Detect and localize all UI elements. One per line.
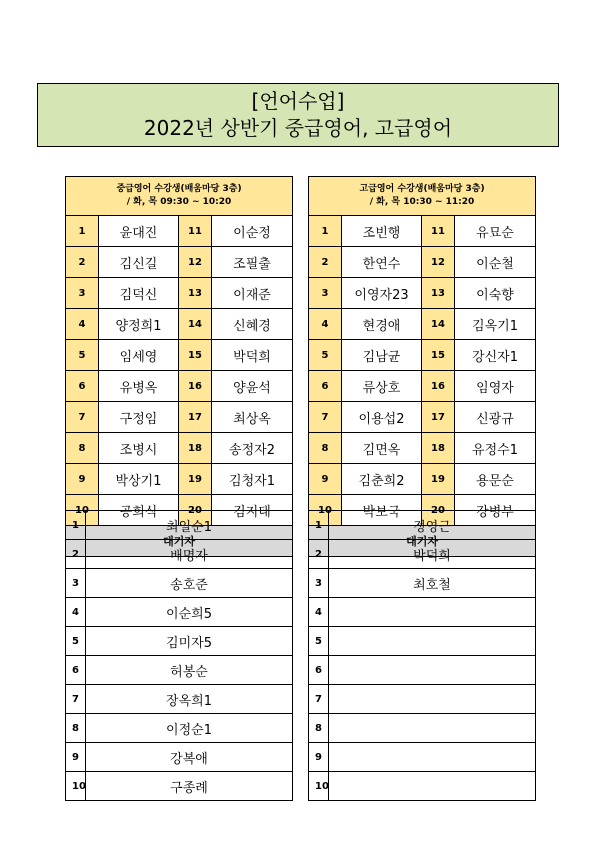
student-name: 조병시: [99, 433, 179, 464]
student-row: [66, 433, 293, 464]
waitlist-name: [329, 685, 536, 714]
student-row: [309, 309, 536, 340]
intermediate-waitlist-table: [65, 510, 293, 801]
class-header-cell: [309, 177, 536, 216]
waitlist-name: 이정순1: [86, 714, 293, 743]
waitlist-number: 2: [66, 540, 86, 569]
waitlist-row: [66, 511, 293, 540]
student-number: 4: [309, 309, 342, 340]
student-name: 윤대진: [99, 216, 179, 247]
waitlist-row: [309, 743, 536, 772]
student-name: 용문순: [455, 464, 536, 495]
student-name: 현경애: [342, 309, 422, 340]
student-row: [309, 247, 536, 278]
student-name: 김면옥: [342, 433, 422, 464]
student-number: 11: [179, 216, 212, 247]
waitlist-number: 2: [309, 540, 329, 569]
intermediate-english-table: [65, 176, 293, 557]
waitlist-row: [309, 627, 536, 656]
student-name: 유묘순: [455, 216, 536, 247]
student-name: 이용섭2: [342, 402, 422, 433]
student-number: 8: [309, 433, 342, 464]
student-number: 13: [179, 278, 212, 309]
student-number: 4: [66, 309, 99, 340]
waitlist-row: [309, 540, 536, 569]
waitlist-number: 7: [309, 685, 329, 714]
student-name: 류상호: [342, 371, 422, 402]
waitlist-name: [329, 656, 536, 685]
student-name: 공희식: [99, 495, 179, 526]
waitlist-row: [66, 714, 293, 743]
student-name: 송정자2: [212, 433, 293, 464]
waitlist-number: 10: [309, 772, 329, 801]
waitlist-name: 이순희5: [86, 598, 293, 627]
student-name: 강신자1: [455, 340, 536, 371]
class-header-title: 중급영어 수강생(배움마당 3층): [116, 184, 242, 194]
student-row: [66, 402, 293, 433]
student-number: 10: [309, 495, 342, 526]
waitlist-name: 허봉순: [86, 656, 293, 685]
class-header-schedule: / 화, 목 09:30 ~ 10:20: [126, 197, 232, 207]
student-name: 박상기1: [99, 464, 179, 495]
student-name: 조빈행: [342, 216, 422, 247]
waitlist-row: [66, 772, 293, 801]
student-name: 박보국: [342, 495, 422, 526]
student-name: 김청자1: [212, 464, 293, 495]
waitlist-name: 박덕희: [329, 540, 536, 569]
waitlist-row: [66, 540, 293, 569]
waitlist-number: 9: [309, 743, 329, 772]
student-name: 조필출: [212, 247, 293, 278]
waitlist-row: [66, 598, 293, 627]
student-number: 1: [66, 216, 99, 247]
waitlist-name: [329, 598, 536, 627]
student-name: 유정수1: [455, 433, 536, 464]
waitlist-name: [329, 743, 536, 772]
waitlist-row: [66, 656, 293, 685]
student-number: 3: [66, 278, 99, 309]
student-number: 15: [179, 340, 212, 371]
student-row: [66, 340, 293, 371]
student-number: 12: [422, 247, 455, 278]
waitlist-number: 3: [309, 569, 329, 598]
student-number: 20: [422, 495, 455, 526]
waitlist-number: 10: [66, 772, 86, 801]
student-number: 6: [309, 371, 342, 402]
student-number: 17: [179, 402, 212, 433]
student-row: [309, 371, 536, 402]
waitlist-row: [66, 627, 293, 656]
student-row: [309, 216, 536, 247]
waitlist-number: 6: [66, 656, 86, 685]
student-name: 강병부: [455, 495, 536, 526]
waitlist-name: 김미자5: [86, 627, 293, 656]
waitlist-row: [309, 598, 536, 627]
student-number: 9: [66, 464, 99, 495]
advanced-english-table: [308, 176, 536, 557]
student-name: 이순철: [455, 247, 536, 278]
waitlist-number: 5: [66, 627, 86, 656]
waitlist-number: 4: [309, 598, 329, 627]
student-row: [66, 464, 293, 495]
waitlist-number: 7: [66, 685, 86, 714]
student-name: 임세영: [99, 340, 179, 371]
student-number: 8: [66, 433, 99, 464]
waitlist-name: [329, 714, 536, 743]
student-number: 16: [179, 371, 212, 402]
waitlist-row: [309, 569, 536, 598]
page-title-box: [37, 83, 559, 147]
waitlist-name: 최호철: [329, 569, 536, 598]
waitlist-name: 정영근: [329, 511, 536, 540]
student-name: 신광규: [455, 402, 536, 433]
student-number: 6: [66, 371, 99, 402]
student-number: 5: [66, 340, 99, 371]
waitlist-name: 최일순1: [86, 511, 293, 540]
student-name: 김춘희2: [342, 464, 422, 495]
student-number: 2: [309, 247, 342, 278]
waitlist-number: 8: [66, 714, 86, 743]
student-number: 19: [179, 464, 212, 495]
student-number: 2: [66, 247, 99, 278]
student-name: 임영자: [455, 371, 536, 402]
student-row: [66, 309, 293, 340]
student-row: [66, 247, 293, 278]
page-title-line2: 2022년 상반기 중급영어, 고급영어: [143, 116, 453, 140]
waitlist-name: 배명자: [86, 540, 293, 569]
student-number: 7: [66, 402, 99, 433]
waitlist-header: 대기자: [309, 526, 536, 557]
waitlist-number: 3: [66, 569, 86, 598]
class-header-title: 고급영어 수강생(배움마당 3층): [359, 184, 485, 194]
waitlist-row: [66, 685, 293, 714]
student-row: [66, 371, 293, 402]
student-name: 유병옥: [99, 371, 179, 402]
student-row: [309, 278, 536, 309]
student-name: 이재준: [212, 278, 293, 309]
student-number: 17: [422, 402, 455, 433]
student-row: [309, 464, 536, 495]
student-number: 19: [422, 464, 455, 495]
student-number: 7: [309, 402, 342, 433]
waitlist-name: 구종례: [86, 772, 293, 801]
waitlist-row: [309, 511, 536, 540]
student-row: [309, 340, 536, 371]
waitlist-number: 1: [66, 511, 86, 540]
student-number: 11: [422, 216, 455, 247]
student-name: 한연수: [342, 247, 422, 278]
student-name: 김남균: [342, 340, 422, 371]
class-header-schedule: / 화, 목 10:30 ~ 11:20: [369, 197, 475, 207]
student-number: 18: [422, 433, 455, 464]
waitlist-number: 8: [309, 714, 329, 743]
student-row: [66, 216, 293, 247]
student-number: 5: [309, 340, 342, 371]
student-number: 10: [66, 495, 99, 526]
student-number: 15: [422, 340, 455, 371]
student-name: 김신길: [99, 247, 179, 278]
student-name: 최상옥: [212, 402, 293, 433]
student-number: 1: [309, 216, 342, 247]
student-number: 9: [309, 464, 342, 495]
student-number: 12: [179, 247, 212, 278]
student-name: 양정희1: [99, 309, 179, 340]
waitlist-name: 장옥희1: [86, 685, 293, 714]
student-name: 신혜경: [212, 309, 293, 340]
student-name: 이영자23: [342, 278, 422, 309]
student-row: [309, 402, 536, 433]
student-name: 이숙향: [455, 278, 536, 309]
waitlist-name: [329, 627, 536, 656]
waitlist-name: 송호준: [86, 569, 293, 598]
waitlist-name: 강복애: [86, 743, 293, 772]
waitlist-row: [309, 714, 536, 743]
student-name: 박덕희: [212, 340, 293, 371]
waitlist-name: [329, 772, 536, 801]
student-number: 14: [422, 309, 455, 340]
waitlist-number: 4: [66, 598, 86, 627]
waitlist-number: 9: [66, 743, 86, 772]
waitlist-row: [309, 772, 536, 801]
waitlist-number: 1: [309, 511, 329, 540]
waitlist-row: [309, 685, 536, 714]
student-name: 구정임: [99, 402, 179, 433]
student-name: 김덕신: [99, 278, 179, 309]
student-row: [309, 433, 536, 464]
waitlist-row: [66, 743, 293, 772]
waitlist-header: 대기자: [66, 526, 293, 557]
waitlist-number: 5: [309, 627, 329, 656]
student-number: 13: [422, 278, 455, 309]
advanced-waitlist-table: [308, 510, 536, 801]
student-name: 김지태: [212, 495, 293, 526]
student-number: 18: [179, 433, 212, 464]
waitlist-number: 6: [309, 656, 329, 685]
student-row: [66, 278, 293, 309]
student-number: 3: [309, 278, 342, 309]
waitlist-row: [66, 569, 293, 598]
class-header-cell: [66, 177, 293, 216]
student-name: 이순정: [212, 216, 293, 247]
waitlist-row: [309, 656, 536, 685]
student-number: 20: [179, 495, 212, 526]
student-name: 김옥기1: [455, 309, 536, 340]
student-name: 양윤석: [212, 371, 293, 402]
page-title-line1: [언어수업]: [251, 89, 345, 113]
student-number: 16: [422, 371, 455, 402]
student-number: 14: [179, 309, 212, 340]
